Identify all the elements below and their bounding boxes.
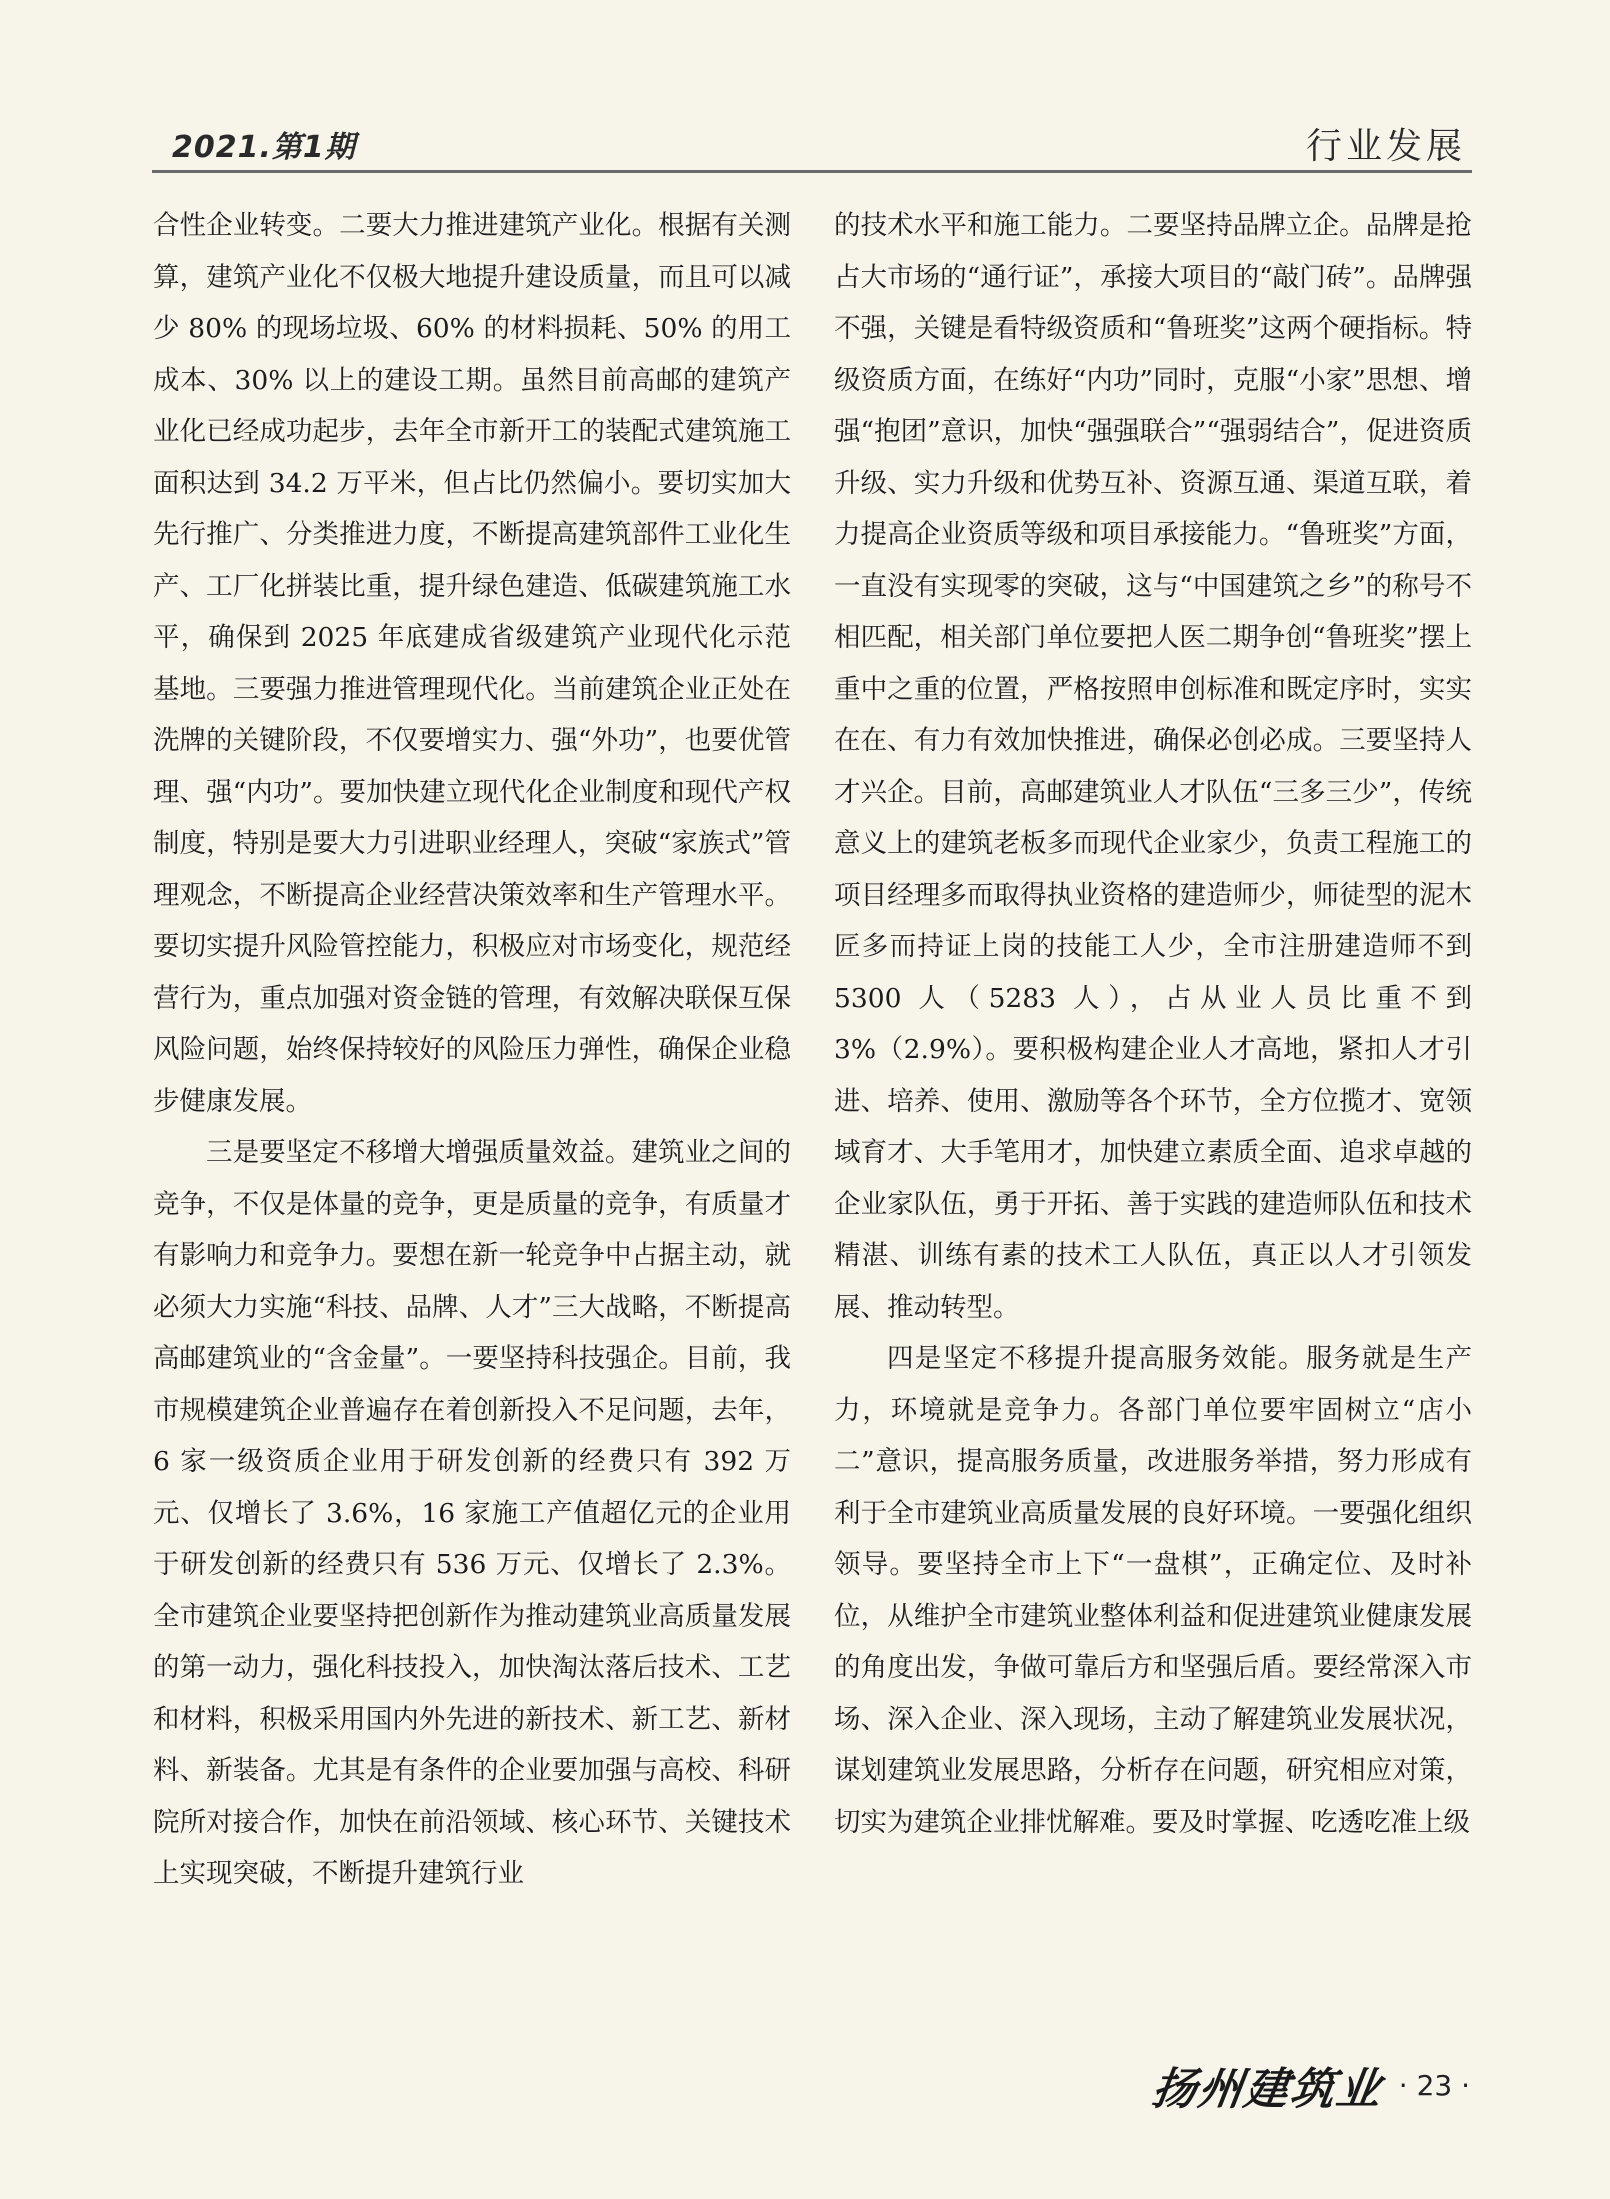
page-header: [152, 118, 1472, 170]
paragraph: 三是要坚定不移增大增强质量效益。建筑业之间的竞争，不仅是体量的竞争，更是质量的竞争，有质量才有影响力和竞争力。要想在新一轮竞争中占据主动，就必须大力实施“科技、品牌、人才”三大战略，不断提高高邮建筑业的“含金量”。一要坚持科技强企。目前，我市规模建筑企业普遍存在着创新投入不足问题，去年，6 家一级资质企业用于研发创新的经费只有 392 万元、仅增长了 3.6%，16 家施工产值超亿元的企业用于研发创新的经费只有 536 万元、仅增长了 2.3%。全市建筑企业要坚持把创新作为推动建筑业高质量发展的第一动力，强化科技投入，加快淘汰落后技术、工艺和材料，积极采用国内外先进的新技术、新工艺、新材料、新装备。尤其是有条件的企业要加强与高校、科研院所对接合作，加快在前沿领域、核心环节、关键技术上实现突破，不断提升建筑行业: [153, 1137, 791, 1889]
left-column: [153, 200, 791, 1900]
issue-label: 2021.第1期: [172, 130, 356, 165]
right-column: [834, 200, 1472, 1848]
magazine-name: 扬州建筑业: [1148, 2064, 1386, 2115]
page-number: · 23 ·: [1398, 2068, 1470, 2102]
paragraph: 合性企业转变。二要大力推进建筑产业化。根据有关测算，建筑产业化不仅极大地提升建设质量，而且可以减少 80% 的现场垃圾、60% 的材料损耗、50% 的用工成本、30% 以上的建设工期。虽然目前高邮的建筑产业化已经成功起步，去年全市新开工的装配式建筑施工面积达到 34.2 万平米，但占比仍然偏小。要切实加大先行推广、分类推进力度，不断提高建筑部件工业化生产、工厂化拼装比重，提升绿色建造、低碳建筑施工水平，确保到 2025 年底建成省级建筑产业现代化示范基地。三要强力推进管理现代化。当前建筑企业正处在洗牌的关键阶段，不仅要增实力、强“外功”，也要优管理、强“内功”。要加快建立现代化企业制度和现代产权制度，特别是要大力引进职业经理人，突破“家族式”管理观念，不断提高企业经营决策效率和生产管理水平。要切实提升风险管控能力，积极应对市场变化，规范经营行为，重点加强对资金链的管理，有效解决联保互保风险问题，始终保持较好的风险压力弹性，确保企业稳步健康发展。: [153, 210, 791, 1117]
section-title: 行业发展: [1305, 126, 1466, 167]
paragraph: 四是坚定不移提升提高服务效能。服务就是生产力，环境就是竞争力。各部门单位要牢固树立“店小二”意识，提高服务质量，改进服务举措，努力形成有利于全市建筑业高质量发展的良好环境。一要强化组织领导。要坚持全市上下“一盘棋”，正确定位、及时补位，从维护全市建筑业整体利益和促进建筑业健康发展的角度出发，争做可靠后方和坚强后盾。要经常深入市场、深入企业、深入现场，主动了解建筑业发展状况，谋划建筑业发展思路，分析存在问题，研究相应对策，切实为建筑企业排忧解难。要及时掌握、吃透吃准上级: [834, 1343, 1472, 1838]
page-footer: [1148, 2055, 1470, 2115]
header-rule: [152, 170, 1472, 173]
paragraph: 的技术水平和施工能力。二要坚持品牌立企。品牌是抢占大市场的“通行证”，承接大项目的“敲门砖”。品牌强不强，关键是看特级资质和“鲁班奖”这两个硬指标。特级资质方面，在练好“内功”同时，克服“小家”思想、增强“抱团”意识，加快“强强联合”“强弱结合”，促进资质升级、实力升级和优势互补、资源互通、渠道互联，着力提高企业资质等级和项目承接能力。“鲁班奖”方面，一直没有实现零的突破，这与“中国建筑之乡”的称号不相匹配，相关部门单位要把人医二期争创“鲁班奖”摆上重中之重的位置，严格按照申创标准和既定序时，实实在在、有力有效加快推进，确保必创必成。三要坚持人才兴企。目前，高邮建筑业人才队伍“三多三少”，传统意义上的建筑老板多而现代企业家少，负责工程施工的项目经理多而取得执业资格的建造师少，师徒型的泥木匠多而持证上岗的技能工人少，全市注册建造师不到 5300 人（5283 人），占从业人员比重不到 3%（2.9%）。要积极构建企业人才高地，紧扣人才引进、培养、使用、激励等各个环节，全方位揽才、宽领域育才、大手笔用才，加快建立素质全面、追求卓越的企业家队伍，勇于开拓、善于实践的建造师队伍和技术精湛、训练有素的技术工人队伍，真正以人才引领发展、推动转型。: [834, 210, 1472, 1323]
